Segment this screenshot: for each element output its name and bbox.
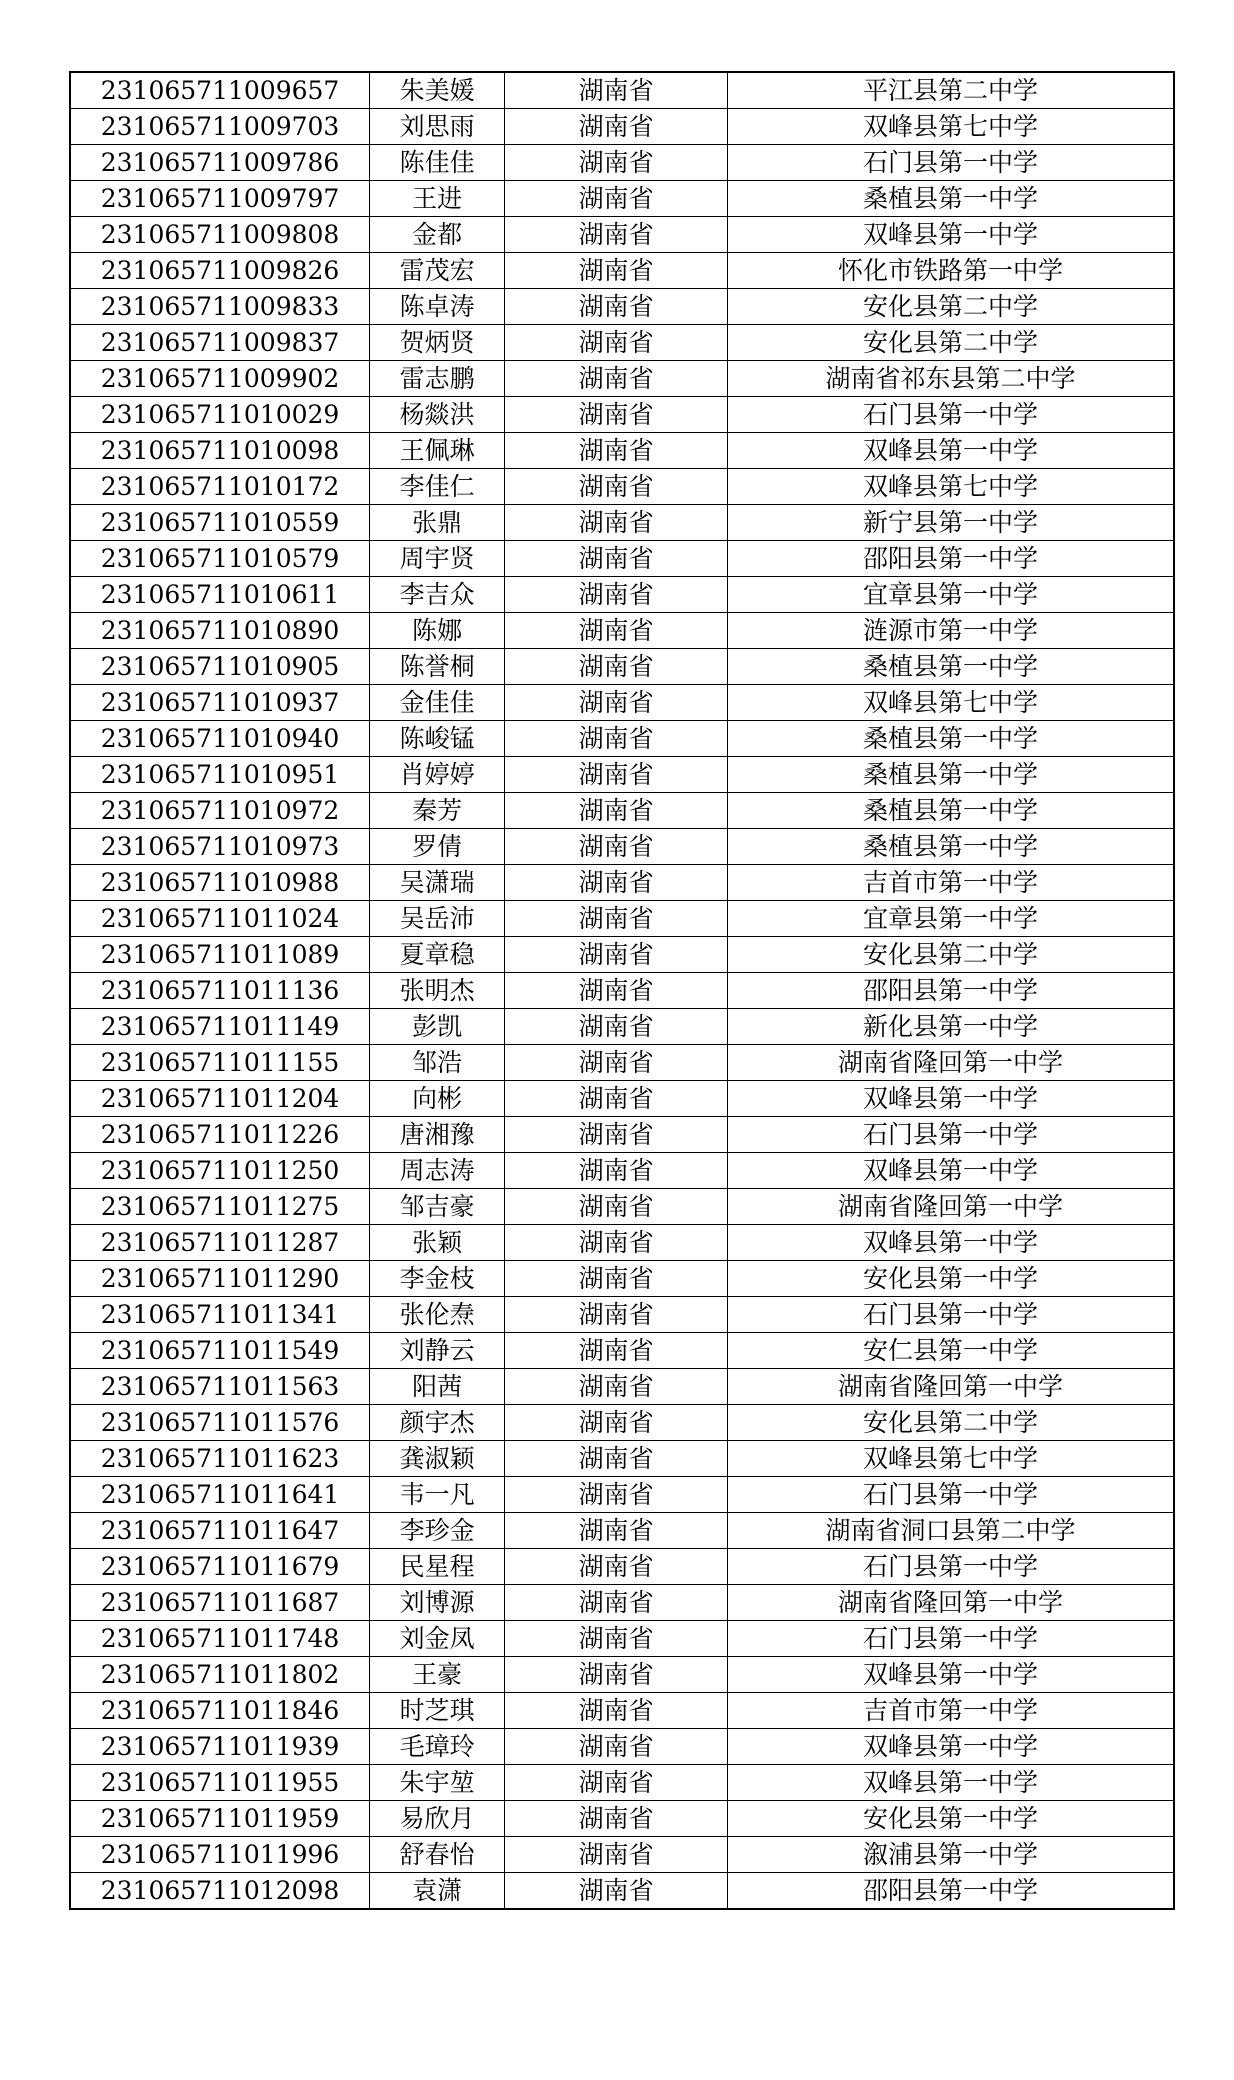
school-cell: 石门县第一中学 bbox=[727, 397, 1174, 433]
province-cell: 湖南省 bbox=[505, 1837, 728, 1873]
table-row bbox=[70, 1081, 1174, 1117]
exam-id-cell: 231065711009808 bbox=[70, 217, 370, 253]
exam-id-cell: 231065711009657 bbox=[70, 72, 370, 109]
exam-id-cell: 231065711011959 bbox=[70, 1801, 370, 1837]
exam-id-cell: 231065711011641 bbox=[70, 1477, 370, 1513]
school-cell: 双峰县第一中学 bbox=[727, 1729, 1174, 1765]
province-cell: 湖南省 bbox=[505, 577, 728, 613]
table-row bbox=[70, 1477, 1174, 1513]
province-cell: 湖南省 bbox=[505, 217, 728, 253]
table-row bbox=[70, 145, 1174, 181]
school-cell: 双峰县第一中学 bbox=[727, 1765, 1174, 1801]
student-name-cell: 彭凯 bbox=[370, 1009, 505, 1045]
school-cell: 双峰县第一中学 bbox=[727, 433, 1174, 469]
province-cell: 湖南省 bbox=[505, 1801, 728, 1837]
student-name-cell: 刘博源 bbox=[370, 1585, 505, 1621]
table-row bbox=[70, 72, 1174, 109]
school-cell: 双峰县第七中学 bbox=[727, 1441, 1174, 1477]
student-name-cell: 唐湘豫 bbox=[370, 1117, 505, 1153]
table-row bbox=[70, 109, 1174, 145]
student-name-cell: 肖婷婷 bbox=[370, 757, 505, 793]
exam-id-cell: 231065711011024 bbox=[70, 901, 370, 937]
school-cell: 新宁县第一中学 bbox=[727, 505, 1174, 541]
school-cell: 湖南省祁东县第二中学 bbox=[727, 361, 1174, 397]
school-cell: 安化县第二中学 bbox=[727, 289, 1174, 325]
province-cell: 湖南省 bbox=[505, 253, 728, 289]
student-name-cell: 刘思雨 bbox=[370, 109, 505, 145]
table-row bbox=[70, 649, 1174, 685]
school-cell: 桑植县第一中学 bbox=[727, 829, 1174, 865]
admission-list-table bbox=[69, 71, 1175, 1910]
province-cell: 湖南省 bbox=[505, 757, 728, 793]
table-row bbox=[70, 973, 1174, 1009]
exam-id-cell: 231065711011647 bbox=[70, 1513, 370, 1549]
school-cell: 新化县第一中学 bbox=[727, 1009, 1174, 1045]
exam-id-cell: 231065711009703 bbox=[70, 109, 370, 145]
exam-id-cell: 231065711009786 bbox=[70, 145, 370, 181]
province-cell: 湖南省 bbox=[505, 649, 728, 685]
province-cell: 湖南省 bbox=[505, 937, 728, 973]
exam-id-cell: 231065711011996 bbox=[70, 1837, 370, 1873]
province-cell: 湖南省 bbox=[505, 1657, 728, 1693]
school-cell: 吉首市第一中学 bbox=[727, 1693, 1174, 1729]
table-row bbox=[70, 685, 1174, 721]
exam-id-cell: 231065711010972 bbox=[70, 793, 370, 829]
student-name-cell: 雷茂宏 bbox=[370, 253, 505, 289]
school-cell: 桑植县第一中学 bbox=[727, 181, 1174, 217]
table-row bbox=[70, 937, 1174, 973]
exam-id-cell: 231065711010988 bbox=[70, 865, 370, 901]
student-name-cell: 张鼎 bbox=[370, 505, 505, 541]
school-cell: 双峰县第一中学 bbox=[727, 1153, 1174, 1189]
school-cell: 邵阳县第一中学 bbox=[727, 541, 1174, 577]
student-name-cell: 韦一凡 bbox=[370, 1477, 505, 1513]
table-row bbox=[70, 289, 1174, 325]
student-name-cell: 颜宇杰 bbox=[370, 1405, 505, 1441]
exam-id-cell: 231065711011748 bbox=[70, 1621, 370, 1657]
exam-id-cell: 231065711010029 bbox=[70, 397, 370, 433]
school-cell: 双峰县第一中学 bbox=[727, 1225, 1174, 1261]
table-row bbox=[70, 1405, 1174, 1441]
province-cell: 湖南省 bbox=[505, 973, 728, 1009]
student-name-cell: 刘静云 bbox=[370, 1333, 505, 1369]
province-cell: 湖南省 bbox=[505, 109, 728, 145]
school-cell: 安仁县第一中学 bbox=[727, 1333, 1174, 1369]
province-cell: 湖南省 bbox=[505, 289, 728, 325]
table-row bbox=[70, 577, 1174, 613]
student-name-cell: 朱宇堃 bbox=[370, 1765, 505, 1801]
school-cell: 石门县第一中学 bbox=[727, 1621, 1174, 1657]
province-cell: 湖南省 bbox=[505, 1225, 728, 1261]
school-cell: 宜章县第一中学 bbox=[727, 577, 1174, 613]
student-name-cell: 陈娜 bbox=[370, 613, 505, 649]
exam-id-cell: 231065711010559 bbox=[70, 505, 370, 541]
student-name-cell: 邹浩 bbox=[370, 1045, 505, 1081]
table-row bbox=[70, 1729, 1174, 1765]
province-cell: 湖南省 bbox=[505, 1189, 728, 1225]
exam-id-cell: 231065711011549 bbox=[70, 1333, 370, 1369]
school-cell: 湖南省隆回第一中学 bbox=[727, 1189, 1174, 1225]
table-row bbox=[70, 901, 1174, 937]
exam-id-cell: 231065711011576 bbox=[70, 1405, 370, 1441]
exam-id-cell: 231065711012098 bbox=[70, 1873, 370, 1910]
exam-id-cell: 231065711011341 bbox=[70, 1297, 370, 1333]
school-cell: 湖南省隆回第一中学 bbox=[727, 1369, 1174, 1405]
exam-id-cell: 231065711010172 bbox=[70, 469, 370, 505]
student-name-cell: 陈誉桐 bbox=[370, 649, 505, 685]
province-cell: 湖南省 bbox=[505, 1729, 728, 1765]
exam-id-cell: 231065711011955 bbox=[70, 1765, 370, 1801]
exam-id-cell: 231065711011679 bbox=[70, 1549, 370, 1585]
school-cell: 湖南省隆回第一中学 bbox=[727, 1045, 1174, 1081]
school-cell: 石门县第一中学 bbox=[727, 1549, 1174, 1585]
exam-id-cell: 231065711011226 bbox=[70, 1117, 370, 1153]
student-name-cell: 向彬 bbox=[370, 1081, 505, 1117]
province-cell: 湖南省 bbox=[505, 793, 728, 829]
province-cell: 湖南省 bbox=[505, 181, 728, 217]
student-name-cell: 民星程 bbox=[370, 1549, 505, 1585]
school-cell: 安化县第二中学 bbox=[727, 1405, 1174, 1441]
exam-id-cell: 231065711011802 bbox=[70, 1657, 370, 1693]
school-cell: 安化县第一中学 bbox=[727, 1801, 1174, 1837]
student-name-cell: 王进 bbox=[370, 181, 505, 217]
table-row bbox=[70, 721, 1174, 757]
student-name-cell: 吴岳沛 bbox=[370, 901, 505, 937]
table-row bbox=[70, 469, 1174, 505]
school-cell: 桑植县第一中学 bbox=[727, 649, 1174, 685]
table-row bbox=[70, 613, 1174, 649]
student-name-cell: 毛璋玲 bbox=[370, 1729, 505, 1765]
school-cell: 邵阳县第一中学 bbox=[727, 1873, 1174, 1910]
table-row bbox=[70, 1045, 1174, 1081]
exam-id-cell: 231065711011290 bbox=[70, 1261, 370, 1297]
province-cell: 湖南省 bbox=[505, 1045, 728, 1081]
province-cell: 湖南省 bbox=[505, 1513, 728, 1549]
table-row bbox=[70, 361, 1174, 397]
table-row bbox=[70, 541, 1174, 577]
school-cell: 石门县第一中学 bbox=[727, 1117, 1174, 1153]
province-cell: 湖南省 bbox=[505, 1477, 728, 1513]
table-row bbox=[70, 253, 1174, 289]
table-row bbox=[70, 1225, 1174, 1261]
school-cell: 溆浦县第一中学 bbox=[727, 1837, 1174, 1873]
school-cell: 安化县第二中学 bbox=[727, 937, 1174, 973]
exam-id-cell: 231065711009902 bbox=[70, 361, 370, 397]
student-name-cell: 罗倩 bbox=[370, 829, 505, 865]
school-cell: 怀化市铁路第一中学 bbox=[727, 253, 1174, 289]
province-cell: 湖南省 bbox=[505, 72, 728, 109]
table-row bbox=[70, 1333, 1174, 1369]
province-cell: 湖南省 bbox=[505, 325, 728, 361]
student-name-cell: 李珍金 bbox=[370, 1513, 505, 1549]
school-cell: 石门县第一中学 bbox=[727, 145, 1174, 181]
student-name-cell: 金都 bbox=[370, 217, 505, 253]
exam-id-cell: 231065711011846 bbox=[70, 1693, 370, 1729]
school-cell: 湖南省洞口县第二中学 bbox=[727, 1513, 1174, 1549]
student-name-cell: 龚淑颖 bbox=[370, 1441, 505, 1477]
student-name-cell: 舒春怡 bbox=[370, 1837, 505, 1873]
school-cell: 石门县第一中学 bbox=[727, 1477, 1174, 1513]
school-cell: 安化县第二中学 bbox=[727, 325, 1174, 361]
student-name-cell: 陈卓涛 bbox=[370, 289, 505, 325]
table-row bbox=[70, 757, 1174, 793]
table-row bbox=[70, 1765, 1174, 1801]
province-cell: 湖南省 bbox=[505, 1333, 728, 1369]
table-row bbox=[70, 1261, 1174, 1297]
student-name-cell: 李佳仁 bbox=[370, 469, 505, 505]
table-row bbox=[70, 1189, 1174, 1225]
school-cell: 吉首市第一中学 bbox=[727, 865, 1174, 901]
exam-id-cell: 231065711011250 bbox=[70, 1153, 370, 1189]
school-cell: 桑植县第一中学 bbox=[727, 721, 1174, 757]
exam-id-cell: 231065711009797 bbox=[70, 181, 370, 217]
table-row bbox=[70, 1117, 1174, 1153]
table-row bbox=[70, 793, 1174, 829]
exam-id-cell: 231065711010940 bbox=[70, 721, 370, 757]
student-name-cell: 周志涛 bbox=[370, 1153, 505, 1189]
table-row bbox=[70, 505, 1174, 541]
student-name-cell: 易欣月 bbox=[370, 1801, 505, 1837]
province-cell: 湖南省 bbox=[505, 1081, 728, 1117]
table-row bbox=[70, 433, 1174, 469]
school-cell: 湖南省隆回第一中学 bbox=[727, 1585, 1174, 1621]
exam-id-cell: 231065711011623 bbox=[70, 1441, 370, 1477]
school-cell: 双峰县第七中学 bbox=[727, 469, 1174, 505]
student-name-cell: 李吉众 bbox=[370, 577, 505, 613]
student-name-cell: 周宇贤 bbox=[370, 541, 505, 577]
student-name-cell: 李金枝 bbox=[370, 1261, 505, 1297]
student-name-cell: 杨燚洪 bbox=[370, 397, 505, 433]
student-name-cell: 阳茜 bbox=[370, 1369, 505, 1405]
student-name-cell: 秦芳 bbox=[370, 793, 505, 829]
exam-id-cell: 231065711011204 bbox=[70, 1081, 370, 1117]
exam-id-cell: 231065711010937 bbox=[70, 685, 370, 721]
school-cell: 双峰县第七中学 bbox=[727, 685, 1174, 721]
table-row bbox=[70, 1369, 1174, 1405]
table-row bbox=[70, 1297, 1174, 1333]
table-row bbox=[70, 1693, 1174, 1729]
province-cell: 湖南省 bbox=[505, 1261, 728, 1297]
table-row bbox=[70, 1837, 1174, 1873]
school-cell: 涟源市第一中学 bbox=[727, 613, 1174, 649]
table-row bbox=[70, 1585, 1174, 1621]
student-name-cell: 陈峻锰 bbox=[370, 721, 505, 757]
student-name-cell: 袁潇 bbox=[370, 1873, 505, 1910]
province-cell: 湖南省 bbox=[505, 469, 728, 505]
province-cell: 湖南省 bbox=[505, 1117, 728, 1153]
table-body bbox=[70, 72, 1174, 1909]
student-name-cell: 朱美媛 bbox=[370, 72, 505, 109]
exam-id-cell: 231065711011149 bbox=[70, 1009, 370, 1045]
school-cell: 桑植县第一中学 bbox=[727, 793, 1174, 829]
table-row bbox=[70, 1621, 1174, 1657]
student-name-cell: 夏章稳 bbox=[370, 937, 505, 973]
province-cell: 湖南省 bbox=[505, 1405, 728, 1441]
province-cell: 湖南省 bbox=[505, 1621, 728, 1657]
table-row bbox=[70, 1009, 1174, 1045]
school-cell: 安化县第一中学 bbox=[727, 1261, 1174, 1297]
exam-id-cell: 231065711011563 bbox=[70, 1369, 370, 1405]
table-row bbox=[70, 1153, 1174, 1189]
table-row bbox=[70, 1441, 1174, 1477]
exam-id-cell: 231065711009826 bbox=[70, 253, 370, 289]
province-cell: 湖南省 bbox=[505, 145, 728, 181]
exam-id-cell: 231065711010890 bbox=[70, 613, 370, 649]
province-cell: 湖南省 bbox=[505, 541, 728, 577]
province-cell: 湖南省 bbox=[505, 1765, 728, 1801]
exam-id-cell: 231065711009833 bbox=[70, 289, 370, 325]
exam-id-cell: 231065711011136 bbox=[70, 973, 370, 1009]
province-cell: 湖南省 bbox=[505, 1441, 728, 1477]
exam-id-cell: 231065711010579 bbox=[70, 541, 370, 577]
province-cell: 湖南省 bbox=[505, 1369, 728, 1405]
table-row bbox=[70, 1873, 1174, 1910]
student-name-cell: 吴潇瑞 bbox=[370, 865, 505, 901]
table-row bbox=[70, 1801, 1174, 1837]
table-row bbox=[70, 1513, 1174, 1549]
student-name-cell: 邹吉豪 bbox=[370, 1189, 505, 1225]
table-row bbox=[70, 181, 1174, 217]
school-cell: 双峰县第一中学 bbox=[727, 217, 1174, 253]
student-name-cell: 张颖 bbox=[370, 1225, 505, 1261]
exam-id-cell: 231065711010611 bbox=[70, 577, 370, 613]
exam-id-cell: 231065711010951 bbox=[70, 757, 370, 793]
student-name-cell: 王豪 bbox=[370, 1657, 505, 1693]
student-name-cell: 贺炳贤 bbox=[370, 325, 505, 361]
province-cell: 湖南省 bbox=[505, 901, 728, 937]
province-cell: 湖南省 bbox=[505, 361, 728, 397]
student-name-cell: 雷志鹏 bbox=[370, 361, 505, 397]
table-row bbox=[70, 217, 1174, 253]
province-cell: 湖南省 bbox=[505, 505, 728, 541]
province-cell: 湖南省 bbox=[505, 1153, 728, 1189]
student-name-cell: 金佳佳 bbox=[370, 685, 505, 721]
school-cell: 邵阳县第一中学 bbox=[727, 973, 1174, 1009]
school-cell: 平江县第二中学 bbox=[727, 72, 1174, 109]
exam-id-cell: 231065711011089 bbox=[70, 937, 370, 973]
province-cell: 湖南省 bbox=[505, 829, 728, 865]
exam-id-cell: 231065711011275 bbox=[70, 1189, 370, 1225]
table-row bbox=[70, 397, 1174, 433]
province-cell: 湖南省 bbox=[505, 1297, 728, 1333]
province-cell: 湖南省 bbox=[505, 1585, 728, 1621]
table-row bbox=[70, 865, 1174, 901]
province-cell: 湖南省 bbox=[505, 865, 728, 901]
student-name-cell: 王佩琳 bbox=[370, 433, 505, 469]
exam-id-cell: 231065711009837 bbox=[70, 325, 370, 361]
school-cell: 双峰县第一中学 bbox=[727, 1657, 1174, 1693]
exam-id-cell: 231065711010973 bbox=[70, 829, 370, 865]
province-cell: 湖南省 bbox=[505, 397, 728, 433]
student-name-cell: 张伦焘 bbox=[370, 1297, 505, 1333]
province-cell: 湖南省 bbox=[505, 1009, 728, 1045]
table-row bbox=[70, 325, 1174, 361]
province-cell: 湖南省 bbox=[505, 1549, 728, 1585]
student-name-cell: 时芝琪 bbox=[370, 1693, 505, 1729]
exam-id-cell: 231065711011155 bbox=[70, 1045, 370, 1081]
school-cell: 桑植县第一中学 bbox=[727, 757, 1174, 793]
table-row bbox=[70, 1657, 1174, 1693]
province-cell: 湖南省 bbox=[505, 613, 728, 649]
student-name-cell: 陈佳佳 bbox=[370, 145, 505, 181]
exam-id-cell: 231065711011287 bbox=[70, 1225, 370, 1261]
school-cell: 双峰县第一中学 bbox=[727, 1081, 1174, 1117]
province-cell: 湖南省 bbox=[505, 1873, 728, 1910]
province-cell: 湖南省 bbox=[505, 433, 728, 469]
table-row bbox=[70, 1549, 1174, 1585]
student-name-cell: 刘金凤 bbox=[370, 1621, 505, 1657]
school-cell: 石门县第一中学 bbox=[727, 1297, 1174, 1333]
province-cell: 湖南省 bbox=[505, 685, 728, 721]
student-name-cell: 张明杰 bbox=[370, 973, 505, 1009]
province-cell: 湖南省 bbox=[505, 1693, 728, 1729]
exam-id-cell: 231065711011687 bbox=[70, 1585, 370, 1621]
school-cell: 双峰县第七中学 bbox=[727, 109, 1174, 145]
exam-id-cell: 231065711010098 bbox=[70, 433, 370, 469]
province-cell: 湖南省 bbox=[505, 721, 728, 757]
exam-id-cell: 231065711010905 bbox=[70, 649, 370, 685]
exam-id-cell: 231065711011939 bbox=[70, 1729, 370, 1765]
table-row bbox=[70, 829, 1174, 865]
school-cell: 宜章县第一中学 bbox=[727, 901, 1174, 937]
